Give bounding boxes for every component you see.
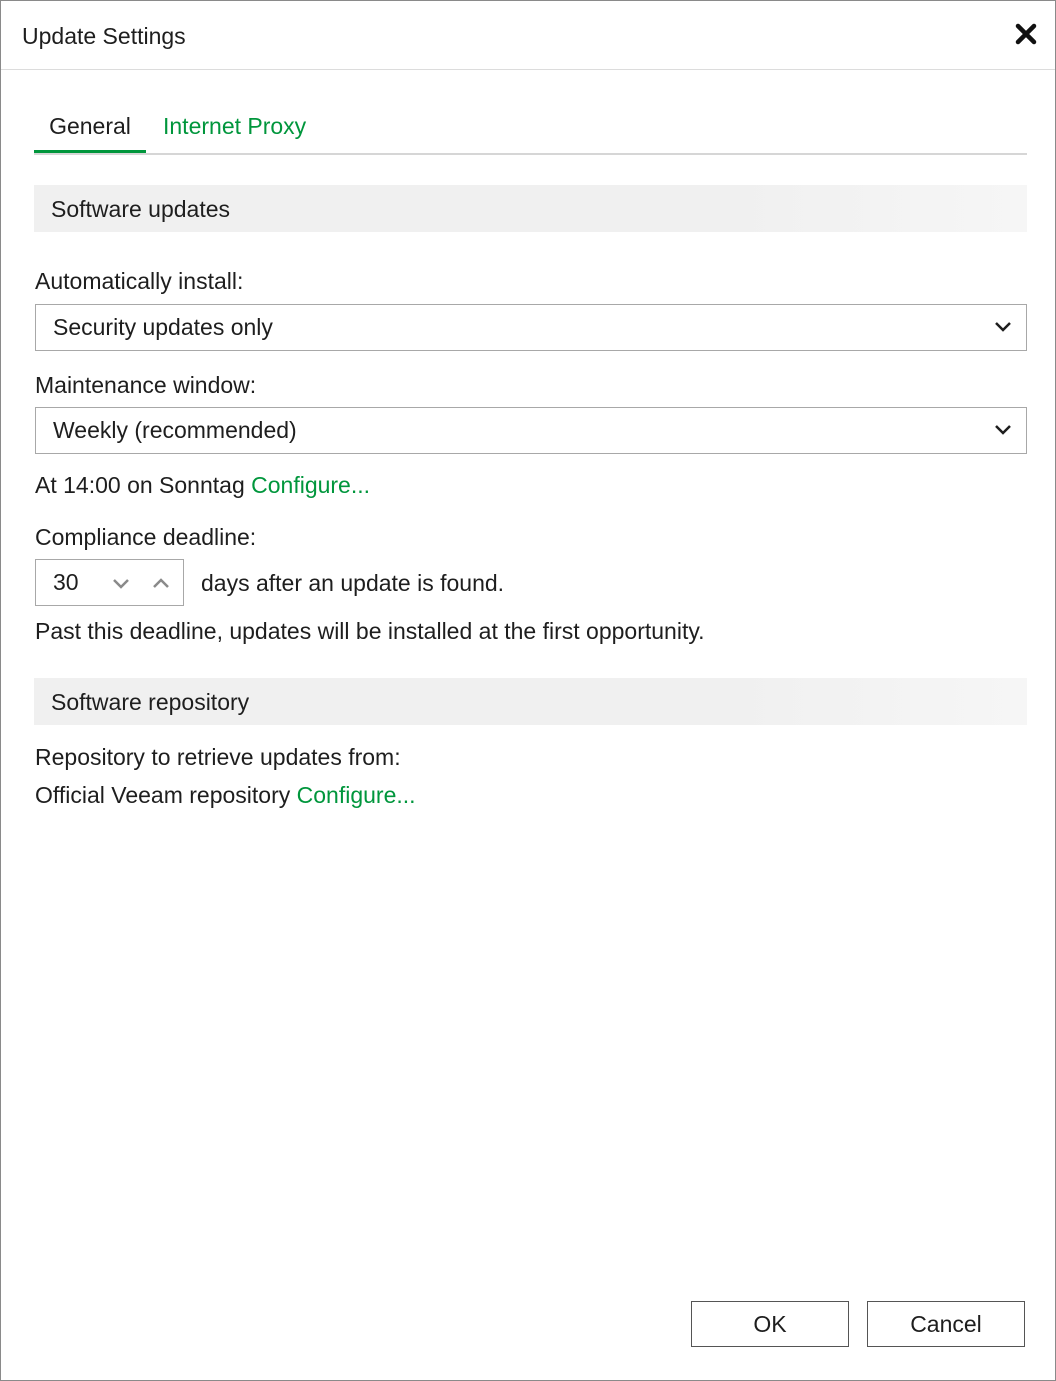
maintenance-window-value: Weekly (recommended) — [53, 417, 297, 443]
dialog-title: Update Settings — [22, 23, 186, 49]
schedule-text: At 14:00 on Sonntag — [35, 472, 245, 498]
section-software-repository-title: Software repository — [51, 689, 250, 715]
close-icon[interactable] — [1009, 17, 1043, 51]
schedule-configure-link[interactable]: Configure... — [251, 472, 371, 498]
repository-configure-link[interactable]: Configure... — [296, 782, 416, 808]
title-bar — [1, 1, 1055, 70]
active-tab-indicator — [34, 150, 146, 153]
chevron-down-icon — [994, 423, 1012, 437]
repository-retrieve-label: Repository to retrieve updates from: — [35, 744, 401, 770]
schedule-line — [35, 470, 370, 500]
tab-general[interactable] — [34, 107, 146, 151]
ok-button[interactable]: OK — [691, 1301, 849, 1347]
maintenance-window-label: Maintenance window: — [35, 372, 257, 398]
chevron-down-icon[interactable] — [110, 574, 132, 592]
compliance-days-suffix: days after an update is found. — [201, 570, 505, 596]
compliance-deadline-label: Compliance deadline: — [35, 524, 257, 550]
section-software-updates-title: Software updates — [51, 196, 231, 222]
repository-name: Official Veeam repository — [35, 782, 291, 808]
section-software-repository — [34, 678, 1027, 725]
cancel-button[interactable]: Cancel — [867, 1301, 1025, 1347]
auto-install-label: Automatically install: — [35, 268, 244, 294]
chevron-down-icon — [994, 320, 1012, 334]
compliance-days-stepper[interactable] — [35, 559, 184, 606]
repository-line — [35, 780, 416, 810]
tab-general-label: General — [49, 113, 131, 139]
deadline-note: Past this deadline, updates will be installed at the first opportunity. — [35, 618, 705, 644]
section-software-updates — [34, 185, 1027, 232]
tab-bar — [34, 107, 1027, 155]
maintenance-window-dropdown[interactable] — [35, 407, 1027, 454]
compliance-days-value[interactable]: 30 — [53, 569, 79, 595]
auto-install-dropdown[interactable] — [35, 304, 1027, 351]
chevron-up-icon[interactable] — [150, 574, 172, 592]
auto-install-value: Security updates only — [53, 314, 273, 340]
tab-internet-proxy[interactable] — [163, 107, 306, 151]
tab-internet-proxy-label: Internet Proxy — [163, 113, 307, 139]
